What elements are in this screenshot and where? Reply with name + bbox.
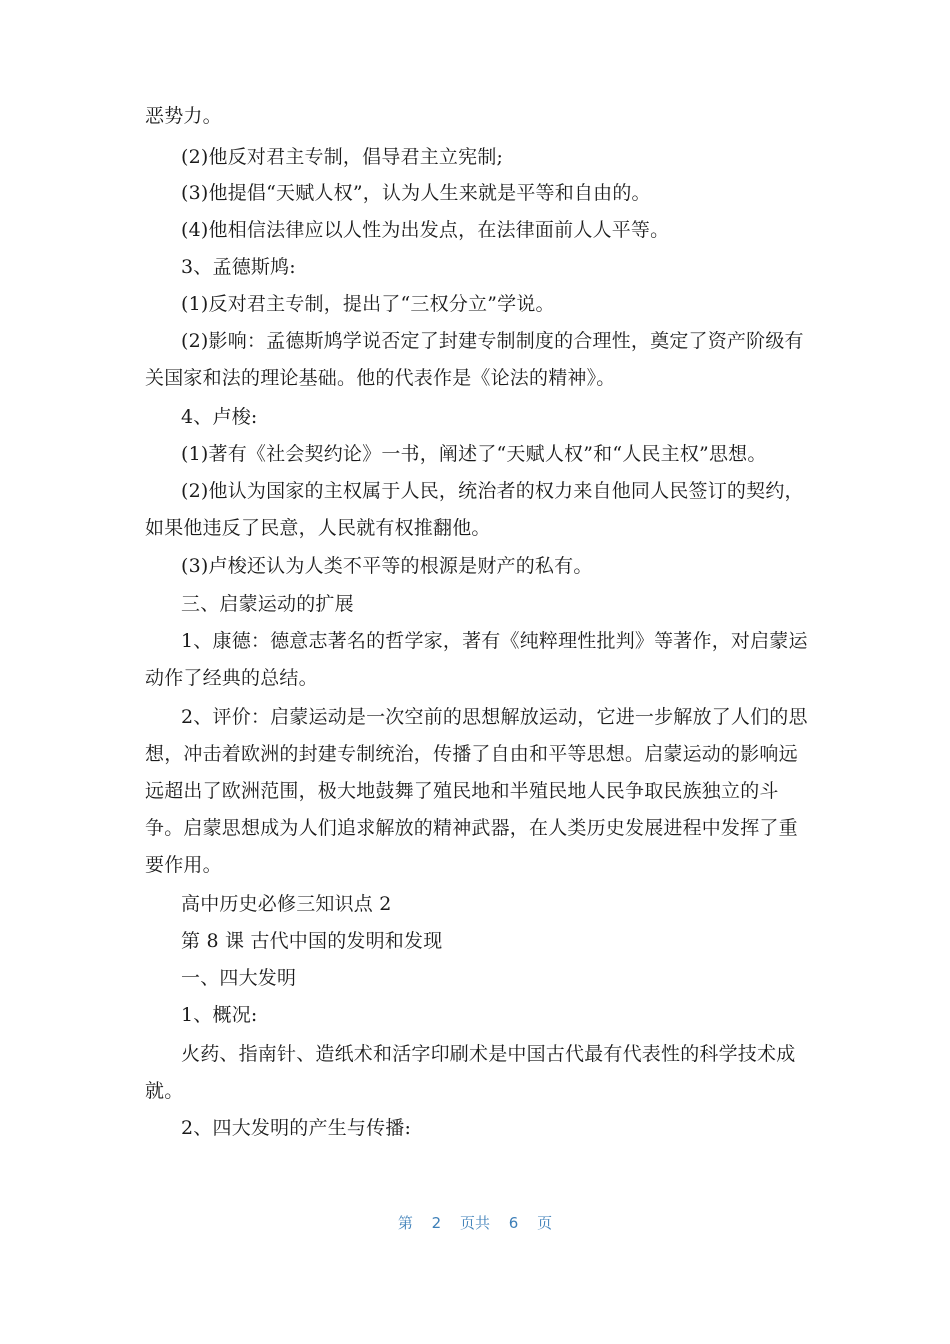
footer-label-ye: 页 [537, 1214, 553, 1232]
section-heading: 1、概况: [181, 1004, 258, 1026]
section-heading: 一、四大发明 [181, 967, 297, 989]
text-line: (1)著有《社会契约论》一书，阐述了“天赋人权”和“人民主权”思想。 [181, 443, 767, 465]
text-line: 恶势力。 [145, 105, 222, 127]
text-line: 动作了经典的总结。 [145, 667, 318, 689]
page-footer [0, 1212, 950, 1233]
text-line: (2)他反对君主专制，倡导君主立宪制; [181, 146, 504, 168]
section-heading: 三、启蒙运动的扩展 [181, 593, 354, 615]
text-line: (4)他相信法律应以人性为出发点，在法律面前人人平等。 [181, 219, 670, 241]
text-line: 1、康德：德意志著名的哲学家，著有《纯粹理性批判》等著作，对启蒙运 [181, 630, 808, 652]
text-line: 远超出了欧洲范围，极大地鼓舞了殖民地和半殖民地人民争取民族独立的斗 [145, 780, 779, 802]
text-line: 要作用。 [145, 854, 222, 876]
text-line: (2)影响：孟德斯鸠学说否定了封建专制制度的合理性，奠定了资产阶级有 [181, 330, 804, 352]
text-line: (2)他认为国家的主权属于人民，统治者的权力来自他同人民签订的契约， [181, 480, 804, 502]
section-heading: 4、卢梭: [181, 406, 258, 428]
footer-label-yegong: 页共 [459, 1214, 490, 1232]
text-line: 想，冲击着欧洲的封建专制统治，传播了自由和平等思想。启蒙运动的影响远 [145, 743, 798, 765]
text-line: (3)卢梭还认为人类不平等的根源是财产的私有。 [181, 555, 593, 577]
lesson-title: 第 8 课 古代中国的发明和发现 [181, 930, 443, 952]
section-heading: 高中历史必修三知识点 2 [181, 893, 392, 915]
text-line: 2、评价：启蒙运动是一次空前的思想解放运动，它进一步解放了人们的思 [181, 706, 808, 728]
section-heading: 3、孟德斯鸠: [181, 256, 296, 278]
text-line: 关国家和法的理论基础。他的代表作是《论法的精神》。 [145, 367, 616, 389]
current-page-number: 2 [431, 1214, 442, 1232]
text-line: 如果他违反了民意，人民就有权推翻他。 [145, 517, 491, 539]
text-line: 就。 [145, 1080, 184, 1102]
footer-label-di: 第 [397, 1214, 413, 1232]
text-line: 火药、指南针、造纸术和活字印刷术是中国古代最有代表性的科学技术成 [181, 1043, 796, 1065]
text-line: (3)他提倡“天赋人权”，认为人生来就是平等和自由的。 [181, 182, 651, 204]
text-line: (1)反对君主专制，提出了“三权分立”学说。 [181, 293, 555, 315]
section-heading: 2、四大发明的产生与传播: [181, 1117, 412, 1139]
text-line: 争。启蒙思想成为人们追求解放的精神武器，在人类历史发展进程中发挥了重 [145, 817, 798, 839]
total-page-count: 6 [508, 1214, 519, 1232]
